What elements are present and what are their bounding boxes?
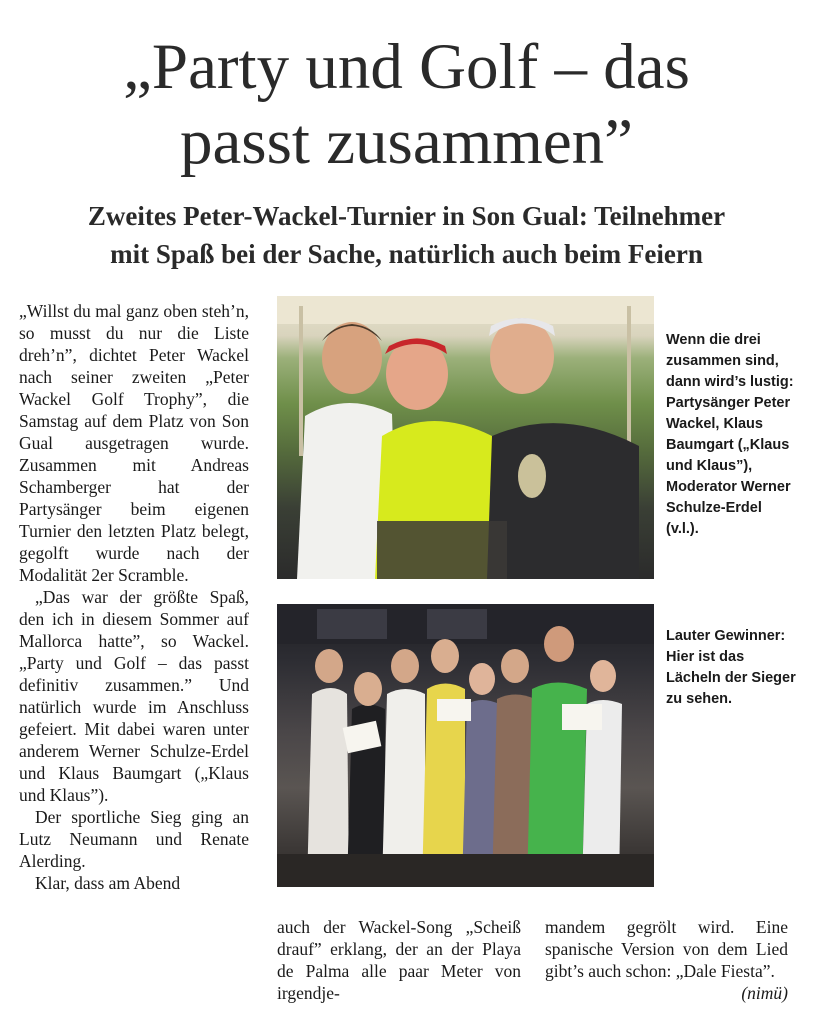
headline-line-1: „Party und Golf – das — [123, 31, 690, 103]
paragraph-6 — [545, 916, 788, 1003]
headline-line-2: passt zusammen” — [179, 106, 634, 178]
photo-caption-2: Lauter Gewinner: Hier ist das Lächeln der Sieger zu sehen. — [666, 628, 796, 707]
article-column-2 — [277, 916, 521, 1004]
paragraph-5: auch der Wackel-Song „Scheiß drauf” erklang, der an der Playa de Palma alle paar Meter von irgendje- — [277, 917, 521, 1003]
photo-1-illustration — [277, 296, 654, 579]
subhead-pre: Zweites — [87, 201, 184, 231]
photo-winners — [277, 604, 654, 887]
paragraph-1: „Willst du mal ganz oben steh’n, so musst du nur die Liste dreh’n”, dichtet Peter Wackel nach seiner zweiten „Peter Wackel Golf Trophy”, die Samstag auf dem Platz von Son Gual ausgetragen wurde. Zusammen mit Andreas Schamberger hat der Partysänger beim eigenen Turnier den letzten Platz belegt, gegolft wurde nach der Modalität 2er Scramble. — [19, 301, 249, 585]
paragraph-3: Der sportliche Sieg ging an Lutz Neumann und Renate Alerding. — [19, 807, 249, 871]
author-signature: (nimü) — [741, 983, 788, 1003]
subhead-post: in Son Gual: Teilnehmer — [435, 201, 726, 231]
article-column-3 — [545, 916, 788, 1004]
paragraph-6-text: mandem gegrölt wird. Eine spanische Version von dem Lied gibt’s auch schon: „Dale Fiesta”. — [545, 917, 788, 981]
photo-2-illustration — [277, 604, 654, 887]
subhead-bold: Peter-Wackel-Turnier — [183, 201, 436, 231]
photo-caption-1: Wenn die drei zusammen sind, dann wird’s lustig: Partysänger Peter Wackel, Klaus Baumgart („Klaus und Klaus”), Moderator Werner Schulze-Erdel (v.l.). — [666, 332, 794, 537]
subheadline — [20, 197, 793, 273]
subhead-line-2: mit Spaß bei der Sache, natürlich auch beim Feiern — [110, 239, 703, 269]
paragraph-2: „Das war der größte Spaß, den ich in diesem Sommer auf Mallorca hatte”, so Wackel. „Party und Golf – das passt definitiv zusammen.” Und natürlich wurde im Anschluss gefeiert. Mit dabei waren unter anderem Werner Schulze-Erdel und Klaus Baumgart („Klaus und Klaus”). — [19, 587, 249, 805]
photo-three-men — [277, 296, 654, 579]
article-column-1 — [19, 300, 249, 894]
headline — [20, 30, 793, 180]
paragraph-4: Klar, dass am Abend — [35, 873, 181, 893]
